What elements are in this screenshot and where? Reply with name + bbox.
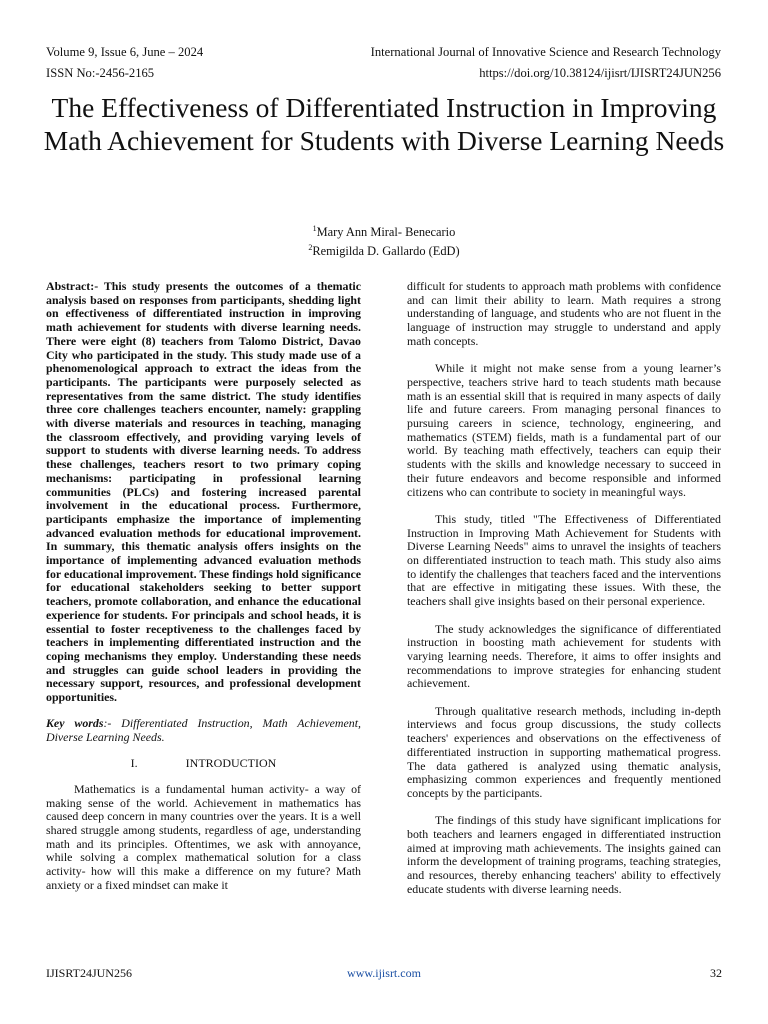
abstract: Abstract:- This study presents the outcomes of a thematic analysis based on responses from participants, shedding light on effectiveness of differentiated instruction in improving math achievement for students with diverse learning needs. There were eight (8) teachers from Talomo District, Davao City who participated in the study. This study made use of a phenomenological approach to extract the ideas from the participants. The participants were purposely selected as representatives from the same district. The study identifies three core challenges teachers encounter, namely: grappling with diverse materials and resources in teaching, managing the classroom effectively, and providing varying levels of support to students with diverse learning needs. To address these challenges, teachers resort to two primary coping mechanisms: participating in professional learning communities (PLCs) and fostering increased parental involvement in the educational process. Furthermore, participants emphasize the importance of implementing advanced evaluation methods for educational improvement. In summary, this thematic analysis offers insights on the importance of implementing advanced evaluation methods for educational improvement. These findings hold significance for educational stakeholders seeking to better support teachers, promote collaboration, and enhance the educational experience for students. For principals and school heads, it is essential to foster receptiveness to the challenges faced by teachers in implementing differentiated instruction and the coping mechanisms they employ. Understanding these needs and struggles can guide school leaders in providing the necessary support, resources, and professional development opportunities.	[46, 279, 361, 705]
paragraph: The findings of this study have significant implications for both teachers and learners engaged in differentiated instruction aimed at improving math achievements. The insights gained can inform the development of training programs, teaching strategies, and resources, thereby enhancing teachers' ability to effectively educate students with diverse learning needs.	[407, 813, 721, 896]
author-list	[0, 221, 768, 259]
volume-info: Volume 9, Issue 6, June – 2024	[46, 45, 204, 59]
page-number: 32	[710, 966, 722, 980]
author-2: $^2$Remigilda D. Gallardo (EdD)	[308, 243, 460, 259]
paragraph: difficult for students to approach math problems with confidence and can limit their ability to learn. Math requires a strong understanding of language, and students who are not fluent in the language of instruction may struggle to understand and apply math concepts.	[407, 279, 721, 348]
paragraph: While it might not make sense from a young learner’s perspective, teachers strive hard to teach students math because math is an essential skill that is required in many aspects of daily life and future careers. From managing personal finances to pursuing careers in science, technology, engineering, and mathematics (STEM) fields, math is a fundamental part of our world. By teaching math effectively, teachers can equip their students with the skills and knowledge necessary to succeed in their future endeavors and become responsible and informed citizens who can contribute to society in meaningful ways.	[407, 361, 721, 499]
journal-name: International Journal of Innovative Science and Research Technology	[370, 45, 721, 59]
keywords-text: :- Differentiated Instruction, Math Achievement, Diverse Learning Needs.	[46, 715, 361, 744]
paper-title: The Effectiveness of Differentiated Instruction in Improving Math Achievement for Students with Diverse Learning Needs	[43, 92, 725, 156]
paragraph: The study acknowledges the significance of differentiated instruction in boosting math achievement for students with varying learning needs. Therefore, it aims to offer insights and recommendations to improve strategies for enhancing student achievement.	[407, 621, 721, 691]
doi-link[interactable]: https://doi.org/10.38124/ijisrt/IJISRT24JUN256	[479, 66, 721, 80]
right-column	[407, 280, 721, 897]
issn: ISSN No:-2456-2165	[46, 66, 155, 80]
footer-code: IJISRT24JUN256	[46, 966, 132, 980]
left-column	[46, 280, 361, 893]
keywords	[46, 717, 361, 744]
section-heading: I. INTRODUCTION	[130, 756, 277, 771]
author-1: $^1$Mary Ann Miral- Benecario	[312, 224, 456, 240]
keywords-label: Key words	[46, 715, 104, 730]
footer-website-link[interactable]: www.ijisrt.com	[347, 966, 421, 980]
paragraph: This study, titled "The Effectiveness of Differentiated Instruction in Improving Math Achievement for Students with Diverse Learning Needs" aims to unravel the insights of teachers on differentiated instruction to teach math. This study also aims to identify the challenges that teachers faced and the interventions that are effective in mitigating these issues. With these, the teachers shall give insights based on their personal experience.	[407, 511, 721, 609]
intro-paragraph: Mathematics is a fundamental human activity- a way of making sense of the world. Achievement in mathematics has caused deep concern in many countries over the years. It is a well shared struggle among students, regardless of age, understanding math and its principles. Oftentimes, we ask with annoyance, while solving a complex mathematical solution for a class activity- how will this make a difference on my future? Math anxiety or a fixed mindset can make it	[46, 781, 361, 892]
paragraph: Through qualitative research methods, including in-depth interviews and focus group discussions, the study collects teachers' experiences and observations on the effectiveness of differentiated instruction in supporting mathematical progress. The data gathered is analyzed using thematic analysis, emphasizing common experiences and frequently mentioned concepts by the participants.	[407, 703, 721, 800]
